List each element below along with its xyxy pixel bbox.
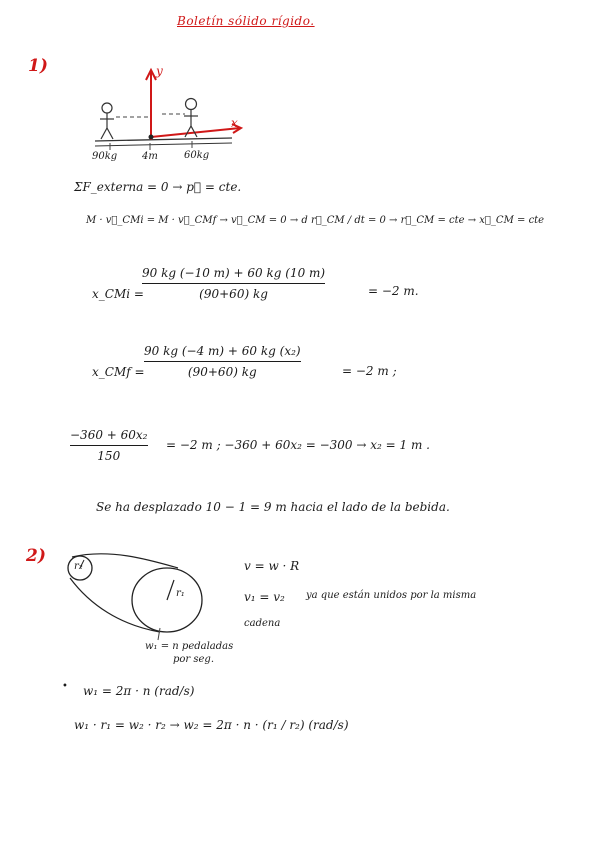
eq1-lhs: x_CMi = — [92, 287, 144, 301]
p1-conclusion: Se ha desplazado 10 − 1 = 9 m hacia el lado de la bebida. — [96, 500, 450, 514]
eq3-numerator: −360 + 60x₂ — [70, 428, 148, 442]
p2-w1-equation: w₁ = 2π · n (rad/s) — [83, 684, 195, 698]
p2-v1-v2: v₁ = v₂ — [244, 590, 285, 604]
r2-label: r₂ — [74, 561, 83, 572]
eq1-numerator: 90 kg (−10 m) + 60 kg (10 m) — [142, 266, 326, 280]
label-mass-right: 60kg — [184, 150, 210, 161]
eq3-rhs: = −2 m ; −360 + 60x₂ = −300 → x₂ = 1 m . — [166, 438, 430, 452]
label-distance: 4m — [142, 151, 158, 162]
eq1-denominator: (90+60) kg — [199, 287, 268, 301]
y-axis-label: y — [156, 64, 163, 78]
diagram-caption-1: w₁ = n pedaladas — [145, 641, 234, 652]
problem-2-number: 2) — [26, 546, 46, 566]
diagram-caption-2: por seg. — [173, 654, 215, 665]
p2-reason-1: ya que están unidos por la misma — [306, 590, 477, 601]
p2-v-equation: v = w · R — [244, 559, 300, 573]
label-mass-left: 90kg — [92, 151, 118, 162]
p1-velocity-line: M · v⃗_CMi = M · v⃗_CMf → v⃗_CM = 0 → d r⃗_CM / dt = 0 → r⃗_CM = cte → x⃗_CM = cte — [86, 215, 545, 226]
eq2-denominator: (90+60) kg — [187, 365, 257, 379]
p1-momentum-line: ΣF_externa = 0 → p⃗ = cte. — [74, 180, 242, 194]
eq1-rhs: = −2 m. — [368, 284, 419, 298]
eq2-rhs: = −2 m ; — [342, 364, 397, 378]
problem-1-number: 1) — [28, 56, 48, 76]
r1-label: r₁ — [176, 588, 185, 599]
eq2-numerator: 90 kg (−4 m) + 60 kg (x₂) — [144, 344, 301, 358]
p2-reason-2: cadena — [244, 618, 281, 629]
eq3-denominator: 150 — [97, 449, 121, 463]
bullet-dot: • — [62, 681, 68, 692]
eq2-lhs: x_CMf = — [92, 365, 145, 379]
x-axis-label: x — [231, 116, 238, 130]
p2-w2-equation: w₁ · r₁ = w₂ · r₂ → w₂ = 2π · n · (r₁ / r₂) (rad/s) — [74, 718, 349, 732]
page-title: Boletín sólido rígido. — [177, 14, 315, 28]
